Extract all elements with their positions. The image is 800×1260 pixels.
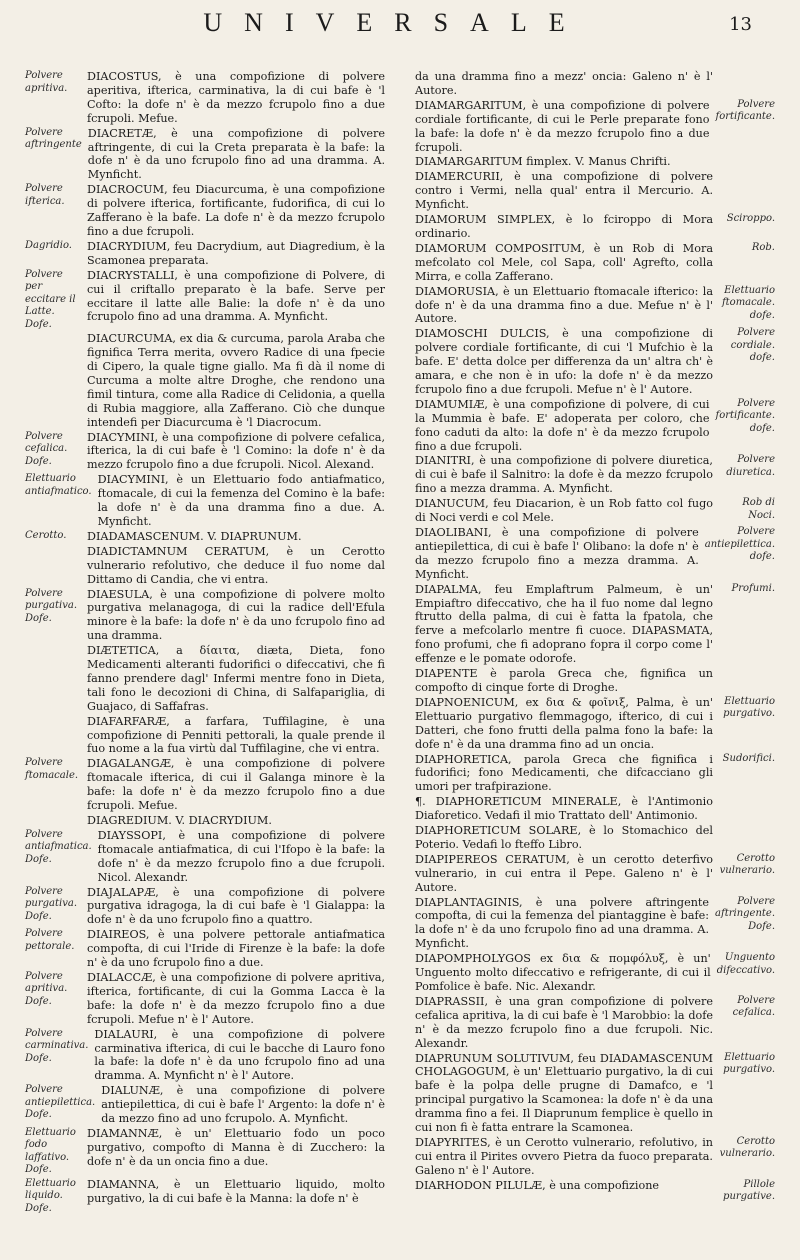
entry-text: DIAMUMIÆ, è una compofizione di polvere, di cui la Mummia è bafe. E' adoperata per coloro, che fono caduti da alto: la dofe n' è da mezzo fcrupolo fino a due fcrupoli. xyxy=(415,397,710,453)
margin-note: Polvere ifterica. xyxy=(25,183,65,207)
margin-note xyxy=(719,170,775,212)
entry-text: da una dramma fino a mezz' oncia: Galeno n' è l' Autore. xyxy=(415,70,713,97)
dictionary-entry xyxy=(415,896,775,952)
margin-note: Polvere cefalica. xyxy=(732,994,775,1019)
entry-text: DIACOSTUS, è una compofizione di polvere aperitiva, ifterica, carminativa, la di cui bafe è 'l Cofto: la dofe n' è da mezzo fcrupolo fino a due fcrupoli. Mefue. xyxy=(87,70,385,125)
margin-note: Elettuario purgativo. xyxy=(723,1051,775,1076)
dictionary-entry xyxy=(415,795,775,823)
margin-note: Polvere per eccitare il Latte. Dofe. xyxy=(25,268,76,330)
margin-note xyxy=(25,644,81,714)
entry-text: DIAOLIBANI, è una compofizione di polvere antiepilettica, di cui è bafe l' Olibano: la dofe n' è da mezzo fcrupolo fino a mezza dramma. A. Mynficht. xyxy=(415,526,699,581)
dictionary-entry xyxy=(415,1136,775,1178)
dictionary-entry xyxy=(415,824,775,852)
dictionary-entry xyxy=(25,1028,385,1084)
entry-text: DIANITRI, è una compofizione di polvere diuretica, di cui è bafe il Salnitro: la dofe è da mezzo fcrupolo fino a mezza dramma. A. Mynficht. xyxy=(415,454,713,496)
entry-text: DIAPHORETICA, parola Greca che fignifica i fudorifici; fono Medicamenti, che difcacciano gli umori per trafpirazione. xyxy=(415,752,713,794)
dictionary-entry xyxy=(415,1052,775,1135)
entry-text: DIAPYRITES, è un Cerotto vulnerario, refolutivo, in cui entra il Pirites ovvero Pietra da fuoco preparata. Galeno n' è l' Autore. xyxy=(415,1135,713,1177)
entry-text: DIARHODON PILULÆ, è una compofizione xyxy=(415,1178,660,1192)
dictionary-entry xyxy=(415,753,775,795)
dictionary-entry xyxy=(415,213,775,241)
margin-note xyxy=(719,667,775,695)
margin-note: Polvere aftringente. Dofe. xyxy=(715,895,776,932)
dictionary-entry xyxy=(25,183,385,239)
entry-text: DIAGREDIUM. V. DIACRYDIUM. xyxy=(87,814,272,827)
entry-text: DIAESULA, è una compofizione di polvere molto purgativa melanagoga, di cui la radice dell'Efula minore è la bafe: la dofe n' è da uno fcrupolo fino ad una dramma. xyxy=(87,587,385,643)
dictionary-entry xyxy=(25,814,385,828)
entry-text: DIAJALAPÆ, è una compofizione di polvere purgativa idragoga, la di cui bafe è 'l Gialappa: la dofe n' è da uno fcrupolo fino a quattro. xyxy=(87,885,385,927)
entry-text: DIAPOMPHOLYGOS ex δια & πομφόλυξ, è un' Unguento molto difeccativo e refrigerante, di cui il Pomfolice è bafe. Nic. Alexandr. xyxy=(415,952,711,993)
margin-note: Polvere pettorale. xyxy=(25,928,75,952)
entry-text: DIAIREOS, è una polvere pettorale antiafmatica compofta, di cui l'Iride di Firenze è la bafe: la dofe n' è da uno fcrupolo fino a due. xyxy=(87,928,385,970)
entry-text: DIAMORUM SIMPLEX, è lo fciroppo di Mora ordinario. xyxy=(415,213,713,240)
entry-text: DIACYMINI, è una compofizione di polvere cefalica, ifterica, la di cui bafe è 'l Comino: la dofe n' è da mezzo fcrupolo fino a due fcrupoli. Nicol. Alexand. xyxy=(87,430,385,472)
margin-note: Profumi. xyxy=(731,582,775,594)
margin-note: Polvere carminativa. Dofe. xyxy=(25,1027,89,1064)
entry-text: DIAMARGARITUM, è una compofizione di polvere cordiale fortificante, di cui le Perle preparate fono la bafe: la dofe n' è da mezzo fcrupolo fino a due fcrupoli. xyxy=(415,98,710,154)
entry-text: DIAPHORETICUM SOLARE, è lo Stomachico del Poterio. Vedafi lo fteffo Libro. xyxy=(415,824,713,851)
entry-text: DIAMORUM COMPOSITUM, è un Rob di Mora mefcolato col Mele, col Sapa, coll' Agrefto, colla Mirra, e colla Zafferano. xyxy=(415,241,713,283)
dictionary-entry xyxy=(25,715,385,757)
entry-text: DIAMERCURII, è una compofizione di polvere contro i Vermi, nella qual' entra il Mercurio. A. Mynficht. xyxy=(415,170,713,212)
dictionary-entry xyxy=(415,398,775,454)
margin-note: Polvere cefalica. Dofe. xyxy=(25,430,68,467)
entry-text: DIAPLANTAGINIS, è una polvere aftringente compofta, di cui la femenza del piantaggine è bafe: la dofe n' è da uno fcrupolo fino ad una dramma. A. Mynficht. xyxy=(415,895,710,951)
dictionary-entry xyxy=(415,952,775,994)
dictionary-entry xyxy=(25,1178,385,1216)
dictionary-entry xyxy=(25,127,385,183)
dictionary-entry xyxy=(25,886,385,928)
margin-note: Polvere antiepilettica. Dofe. xyxy=(25,1084,96,1121)
margin-note: Rob. xyxy=(751,241,775,253)
dictionary-entry xyxy=(25,530,385,544)
margin-note: Polvere antiepilettica. dofe. xyxy=(704,526,776,562)
dictionary-entry xyxy=(415,853,775,895)
dictionary-entry xyxy=(415,696,775,752)
margin-note xyxy=(25,332,81,429)
page-number: 13 xyxy=(729,14,752,35)
dictionary-entry xyxy=(25,971,385,1027)
entry-text: DIAGALANGÆ, è una compofizione di polvere ftomacale ifterica, di cui il Galanga minore è la bafe: la dofe n' è da mezzo fcrupolo fino a due fcrupoli. Mefue. xyxy=(87,757,385,813)
margin-note xyxy=(719,795,775,823)
margin-note: Elettuario liquido. Dofe. xyxy=(25,1177,76,1214)
dictionary-entry xyxy=(415,155,775,169)
dictionary-entry xyxy=(25,1127,385,1177)
margin-note xyxy=(719,70,775,98)
dictionary-entry xyxy=(25,70,385,126)
margin-note: Polvere aftringente xyxy=(25,126,82,151)
margin-note: Dagridio. xyxy=(25,239,72,251)
margin-note: Polvere fortificante. xyxy=(715,98,776,123)
entry-text: DIAFARFARÆ, a farfara, Tuffilagine, è una compofizione di Penniti pettorali, la quale prende il fuo nome a la fua virtù dal Tuffilagine, che vi entra. xyxy=(87,714,385,756)
entry-text: DIAPENTE è parola Greca che, fignifica un compofto di cinque forte di Droghe. xyxy=(415,667,713,694)
dictionary-entry xyxy=(415,70,775,98)
margin-note xyxy=(25,814,81,828)
margin-note: Sciroppo. xyxy=(726,213,775,225)
entry-text: DIAMOSCHI DULCIS, è una compofizione di polvere cordiale fortificante, di cui 'l Mufchio è la bafe. E' detta dolce per differenza da un' altra ch' è amara, e che non è in ufo: la dofe n' è da mezzo fcrupolo fino a due fcrupoli. Mefue n' è l' Autore. xyxy=(415,327,713,396)
entry-text: DIAMORUSIA, è un Elettuario ftomacale ifterico: la dofe n' è da una dramma fino a due. Mefue n' è l' Autore. xyxy=(415,284,713,326)
dictionary-entry xyxy=(415,242,775,284)
entry-text: DIADAMASCENUM. V. DIAPRUNUM. xyxy=(87,529,302,543)
margin-note: Sudorifici. xyxy=(722,752,775,764)
entry-text: DIAPNOENICUM, ex δια & φοῖνιξ, Palma, è un' Elettuario purgativo flemmagogo, ifterico, di cui i Datteri, che fono frutti della palma fono la bafe: la dofe n' è da una dramma fino ad un oncia. xyxy=(415,695,713,751)
dictionary-entry xyxy=(25,757,385,813)
margin-note xyxy=(719,824,775,852)
entry-text: DIALACCÆ, è una compofizione di polvere apritiva, ifterica, fortificante, di cui la Gomma Lacca è la bafe: la dofe n' è da mezzo fcrupolo fino a due fcrupoli. Mefue n' è l' Autore. xyxy=(87,970,385,1026)
dictionary-entry xyxy=(415,327,775,397)
dictionary-entry xyxy=(415,526,775,582)
entry-text: DIADICTAMNUM CERATUM, è un Cerotto vulnerario refolutivo, che deduce il fuo nome dal Dittamo di Candia, che vi entra. xyxy=(87,544,385,586)
dictionary-entry xyxy=(25,829,385,885)
margin-note: Polvere apritiva. Dofe. xyxy=(25,970,68,1007)
dictionary-entry xyxy=(25,588,385,644)
margin-note: Polvere purgativa. Dofe. xyxy=(25,587,77,624)
entry-text: DIAPRASSII, è una gran compofizione di polvere cefalica apritiva, la di cui bafe è 'l Marobbio: la dofe n' è da mezzo fcrupolo fino a due fcrupoli. Nic. Alexandr. xyxy=(415,994,713,1050)
entry-text: DIAPIPEREOS CERATUM, è un cerotto deterfivo vulnerario, in cui entra il Pepe. Galeno n' è l' Autore. xyxy=(415,852,713,894)
dictionary-entry xyxy=(415,995,775,1051)
margin-note: Rob di Noci. xyxy=(742,497,775,521)
entry-text: DIAPRUNUM SOLUTIVUM, feu DIADAMASCENUM CHOLAGOGUM, è un' Elettuario purgativo, la di cui bafe è la polpa delle prugne di Damafco, e 'l principal purgativo la Scamonea: la dofe n' è da una dramma fino a fei. Il Diaprunum femplice è quello in cui non fi è fatta entrare la Scamonea. xyxy=(415,1051,713,1135)
margin-note: Cerotto vulnerario. xyxy=(719,852,775,877)
dictionary-entry xyxy=(415,285,775,327)
running-title: UNIVERSALE xyxy=(203,8,587,37)
running-head xyxy=(90,8,760,50)
margin-note: Cerotto. xyxy=(25,529,67,541)
dictionary-entry xyxy=(25,240,385,268)
entry-text: DIACROCUM, feu Diacurcuma, è una compofizione di polvere ifterica, fortificante, fudorifica, di cui lo Zafferano è la bafe. La dofe n' è da mezzo fcrupolo fino a due fcrupoli. xyxy=(87,183,385,238)
entry-text: DIACRETÆ, è una compofizione di polvere aftringente, di cui la Creta preparata è la bafe: la dofe n' è da uno fcrupolo fino ad una dramma. A. Mynficht. xyxy=(87,126,385,182)
entry-text: DIALUNÆ, è una compofizione di polvere antiepilettica, di cui è bafe l' Argento: la dofe n' è da mezzo fino ad uno fcrupolo. A. Mynficht. xyxy=(101,1084,385,1126)
dictionary-entry xyxy=(25,269,385,332)
entry-text: DIACYMINI, è un Elettuario fodo antiafmatico, ftomacale, di cui la femenza del Comino è la bafe: la dofe n' è da una dramma fino a due. A. Mynficht. xyxy=(97,473,385,528)
entry-text: DIACRYSTALLI, è una compofizione di Polvere, di cui il criftallo preparato è la bafe. Serve per eccitare il latte alle Balie: la dofe n' è da uno fcrupolo fino ad una dramma. A. Mynficht. xyxy=(87,268,385,324)
entry-text: DIACURCUMA, ex dia & curcuma, parola Araba che fignifica Terra merita, ovvero Radice di una fpecie di Cipero, la quale tigne giallo. Ma fi dà il nome di Curcuma a molte altre Droghe, che rendono una fimil tintura, come alla Radice di Celidonia, a quella di Rubia maggiore, alla Zafferano. Ciò che dunque intendefi per Diacurcuma è 'l Diacrocum. xyxy=(87,332,385,429)
margin-note: Polvere cordiale. dofe. xyxy=(730,327,775,364)
entry-text: DIALAURI, è una compofizione di polvere carminativa ifterica, di cui le bacche di Lauro fono la bafe: la dofe n' è da uno fcrupolo fino ad una dramma. A. Mynficht n' è l' Autore. xyxy=(94,1027,385,1083)
dictionary-entry xyxy=(415,497,775,525)
margin-note: Polvere ftomacale. xyxy=(25,757,79,781)
dictionary-entry xyxy=(25,431,385,473)
margin-note: Polvere apritiva. xyxy=(25,70,68,94)
entry-text: DIANUCUM, feu Diacarion, è un Rob fatto col fugo di Noci verdi e col Mele. xyxy=(415,497,713,525)
dictionary-entry xyxy=(415,667,775,695)
entry-text: DIACRYDIUM, feu Dacrydium, aut Diagredium, è la Scamonea preparata. xyxy=(87,239,385,267)
margin-note xyxy=(25,715,81,757)
dictionary-entry xyxy=(415,170,775,212)
dictionary-entry xyxy=(25,644,385,714)
entry-text: DIÆTETICA, a δίαιτα, diæta, Dieta, fono Medicamenti alteranti fudorifici o difeccativi, che fi fanno prendere dagl' Infermi mentre fono in Dieta, tali fono le decozioni di China, di Salfapariglia, di Guajaco, di Saffafras. xyxy=(87,644,385,713)
margin-note: Elettuario ftomacale. dofe. xyxy=(721,284,775,321)
left-column xyxy=(25,70,385,1216)
entry-text: ¶. DIAPHORETICUM MINERALE, è l'Antimonio Diaforetico. Vedafi il mio Trattato dell' Antimonio. xyxy=(415,795,713,823)
entry-text: DIAMARGARITUM fimplex. V. Manus Chrifti. xyxy=(415,155,671,169)
dictionary-entry xyxy=(415,1179,775,1204)
margin-note xyxy=(719,155,775,169)
entry-text: DIAYSSOPI, è una compofizione di polvere ftomacale antiafmatica, di cui l'Ifopo è la bafe: la dofe n' è da mezzo fcrupolo fino a due fcrupoli. Nicol. Alexandr. xyxy=(97,828,385,884)
dictionary-entry xyxy=(25,332,385,429)
margin-note: Polvere diuretica. xyxy=(726,454,775,478)
dictionary-entry xyxy=(415,99,775,155)
margin-note: Polvere purgativa. Dofe. xyxy=(25,885,77,922)
margin-note: Elettuario antiafmatico. xyxy=(25,473,92,497)
right-column xyxy=(415,70,775,1205)
margin-note: Polvere fortificante. dofe. xyxy=(715,397,776,434)
dictionary-entry xyxy=(415,583,775,666)
margin-note: Polvere antiafmatica. Dofe. xyxy=(25,828,92,865)
margin-note: Pillole purgative. xyxy=(723,1178,775,1203)
margin-note xyxy=(25,545,81,587)
entry-text: DIAMANNA, è un Elettuario liquido, molto purgativo, la di cui bafe è la Manna: la dofe n' è xyxy=(87,1177,385,1205)
margin-note: Elettuario fodo laffativo. Dofe. xyxy=(25,1126,76,1176)
dictionary-entry xyxy=(25,928,385,970)
entry-text: DIAPALMA, feu Emplaftrum Palmeum, è un' Empiaftro difeccativo, che ha il fuo nome dal legno ftrutto della palma, di cui è fatta la fpatola, che ferve a mefcolarlo mentre fi cuoce. DIAPASMATA, fono profumi, che fi adoprano fopra il corpo come l' effenze e le pomate odorofe. xyxy=(415,582,713,666)
entry-text: DIAMANNÆ, è un' Elettuario fodo un poco purgativo, compofto di Manna è di Zucchero: la dofe n' è da un oncia fino a due. xyxy=(87,1126,385,1168)
dictionary-entry xyxy=(415,454,775,496)
dictionary-entry xyxy=(25,473,385,529)
margin-note: Cerotto vulnerario. xyxy=(719,1135,775,1160)
margin-note: Unguento difeccativo. xyxy=(716,952,776,976)
dictionary-entry xyxy=(25,1084,385,1126)
margin-note: Elettuario purgativo. xyxy=(723,695,775,720)
dictionary-entry xyxy=(25,545,385,587)
